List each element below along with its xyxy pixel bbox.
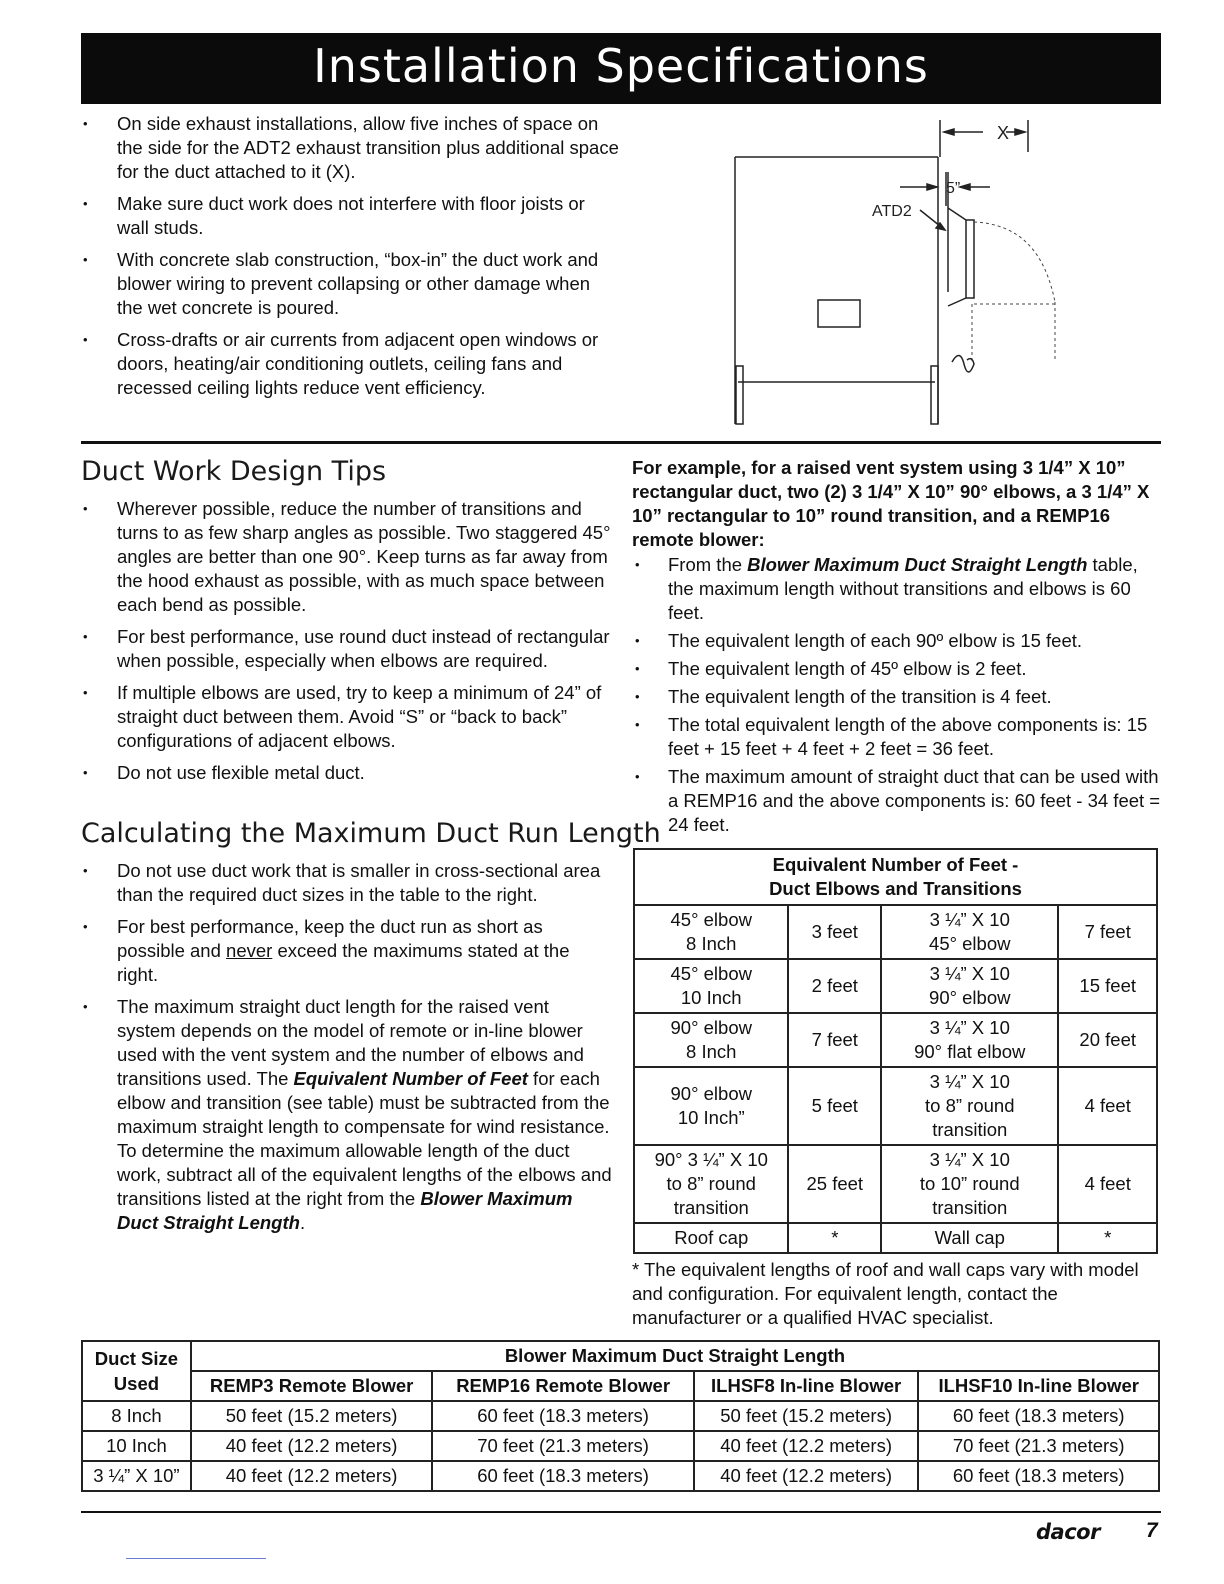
blower-max-length-table bbox=[81, 1340, 1160, 1492]
intro-bullet: • On side exhaust installations, allow five inches of space on the side for the ADT2 exhaust transition plus additional space for the duct attached to it (X). bbox=[80, 112, 620, 184]
duct-tips-list bbox=[80, 497, 612, 793]
blower-length-cell: 60 feet (18.3 meters) bbox=[918, 1461, 1159, 1491]
duct-size-cell: 10 Inch bbox=[82, 1431, 191, 1461]
equivalent-table-cell: 3 ¼” X 10 to 8” round transition bbox=[881, 1067, 1058, 1145]
equivalent-table-row bbox=[634, 905, 1157, 959]
blower-length-cell: 70 feet (21.3 meters) bbox=[432, 1431, 693, 1461]
diagram-label-atd2: ATD2 bbox=[872, 203, 912, 220]
example-bullet: • The maximum amount of straight duct that can be used with a REMP16 and the above components is: 60 feet - 34 feet = 24 feet. bbox=[632, 765, 1167, 837]
blower-group-header: Blower Maximum Duct Straight Length bbox=[191, 1341, 1159, 1371]
equivalent-table-cell: 2 feet bbox=[788, 959, 881, 1013]
blower-length-cell: 60 feet (18.3 meters) bbox=[432, 1401, 693, 1431]
brand-logo: dacor bbox=[1036, 1520, 1100, 1544]
equivalent-table-cell: 3 ¼” X 10 to 10” round transition bbox=[881, 1145, 1058, 1223]
equivalent-table-cell: 25 feet bbox=[788, 1145, 881, 1223]
footnote: * The equivalent lengths of roof and wall caps vary with model and configuration. For equivalent length, contact the manufacturer or a qualified HVAC specialist. bbox=[632, 1259, 1139, 1328]
equivalent-table-cell: 5 feet bbox=[788, 1067, 881, 1145]
section-divider bbox=[81, 441, 1161, 444]
blower-table-body bbox=[82, 1401, 1159, 1491]
equivalent-table-title: Equivalent Number of Feet - Duct Elbows and Transitions bbox=[634, 849, 1157, 905]
calc-heading: Calculating the Maximum Duct Run Length bbox=[81, 818, 661, 849]
link-underline bbox=[126, 1558, 266, 1559]
calc-list bbox=[80, 859, 612, 1243]
blower-column-header: ILHSF10 In-line Blower bbox=[918, 1371, 1159, 1401]
blower-length-cell: 60 feet (18.3 meters) bbox=[432, 1461, 693, 1491]
blower-length-cell: 40 feet (12.2 meters) bbox=[191, 1431, 433, 1461]
equivalent-table-row bbox=[634, 1067, 1157, 1145]
diagram-label-x: X bbox=[997, 123, 1010, 143]
equivalent-feet-table bbox=[633, 848, 1158, 1254]
equivalent-table-cell: 4 feet bbox=[1058, 1067, 1157, 1145]
duct-tip: • Wherever possible, reduce the number of transitions and turns to as few sharp angles as possible. Two staggered 45° angles are better than one 90°. Keep turns as far away from the hood exhaust as possible, with as much space between each bend as possible. bbox=[80, 497, 612, 617]
calc-bullet: • The maximum straight duct length for the raised vent system depends on the model of remote or in-line blower used with the vent system and the number of elbows and transitions used. The Equivalent Number of Feet for each elbow and transition (see table) must be subtracted from the maximum straight length to compensate for wind resistance. To determine the maximum allowable length of the duct work, subtract all of the equivalent lengths of the elbows and transitions listed at the right from the Blower Maximum Duct Straight Length. bbox=[80, 995, 612, 1235]
example-bullet: • The total equivalent length of the above components is: 15 feet + 15 feet + 4 feet + 2 feet = 36 feet. bbox=[632, 713, 1167, 761]
equivalent-table-cell: 7 feet bbox=[788, 1013, 881, 1067]
blower-length-cell: 40 feet (12.2 meters) bbox=[694, 1431, 919, 1461]
footer-divider bbox=[81, 1511, 1161, 1513]
equivalent-table-cell: Wall cap bbox=[881, 1223, 1058, 1253]
duct-tip: • If multiple elbows are used, try to keep a minimum of 24” of straight duct between them. Avoid “S” or “back to back” configurations of adjacent elbows. bbox=[80, 681, 612, 753]
blower-max-emphasis: Blower Maximum Duct Straight Length bbox=[117, 1188, 573, 1233]
side-exhaust-diagram bbox=[700, 112, 1080, 432]
blower-length-cell: 60 feet (18.3 meters) bbox=[918, 1401, 1159, 1431]
equivalent-table-cell: 90° 3 ¼” X 10 to 8” round transition bbox=[634, 1145, 788, 1223]
title-bar bbox=[81, 33, 1161, 104]
intro-bullet-list bbox=[80, 112, 620, 408]
example-bullet: • The equivalent length of each 90º elbow is 15 feet. bbox=[632, 629, 1167, 653]
equivalent-table-row bbox=[634, 1223, 1157, 1253]
equivalent-table-cell: 4 feet bbox=[1058, 1145, 1157, 1223]
duct-size-header: Duct Size Used bbox=[82, 1341, 191, 1401]
equivalent-table-cell: 90° elbow 10 Inch” bbox=[634, 1067, 788, 1145]
blower-length-cell: 40 feet (12.2 meters) bbox=[694, 1461, 919, 1491]
equivalent-table-row bbox=[634, 959, 1157, 1013]
page-title: Installation Specifications bbox=[313, 39, 929, 93]
intro-bullet: • Make sure duct work does not interfere with floor joists or wall studs. bbox=[80, 192, 620, 240]
never-emphasis: never bbox=[226, 940, 273, 961]
equivalent-number-emphasis: Equivalent Number of Feet bbox=[293, 1068, 528, 1089]
example-bullet: • The equivalent length of the transition is 4 feet. bbox=[632, 685, 1167, 709]
calc-bullet: • For best performance, keep the duct run as short as possible and never exceed the maximums stated at the right. bbox=[80, 915, 612, 987]
diagram-label-5: 5” bbox=[946, 180, 961, 197]
example-list bbox=[632, 553, 1167, 841]
equivalent-table-row bbox=[634, 1013, 1157, 1067]
example-bullet: • The equivalent length of 45º elbow is 2 feet. bbox=[632, 657, 1167, 681]
blower-length-cell: 70 feet (21.3 meters) bbox=[918, 1431, 1159, 1461]
example-bullet: • From the Blower Maximum Duct Straight Length table, the maximum length without transitions and elbows is 60 feet. bbox=[632, 553, 1167, 625]
duct-size-cell: 8 Inch bbox=[82, 1401, 191, 1431]
blower-length-cell: 50 feet (15.2 meters) bbox=[694, 1401, 919, 1431]
duct-tips-heading: Duct Work Design Tips bbox=[81, 456, 387, 487]
blower-column-header: ILHSF8 In-line Blower bbox=[694, 1371, 919, 1401]
equivalent-table-body bbox=[634, 905, 1157, 1253]
duct-tip: • Do not use flexible metal duct. bbox=[80, 761, 612, 785]
equivalent-table-cell: 3 ¼” X 10 90° elbow bbox=[881, 959, 1058, 1013]
blower-column-header: REMP16 Remote Blower bbox=[432, 1371, 693, 1401]
equivalent-table-cell: 7 feet bbox=[1058, 905, 1157, 959]
equivalent-table-cell: 15 feet bbox=[1058, 959, 1157, 1013]
intro-bullet: • Cross-drafts or air currents from adjacent open windows or doors, heating/air conditioning outlets, ceiling fans and recessed ceiling lights reduce vent efficiency. bbox=[80, 328, 620, 400]
intro-bullet: • With concrete slab construction, “box-in” the duct work and blower wiring to prevent collapsing or other damage when the wet concrete is poured. bbox=[80, 248, 620, 320]
blower-table-row bbox=[82, 1431, 1159, 1461]
equivalent-table-cell: 3 feet bbox=[788, 905, 881, 959]
equivalent-table-cell: * bbox=[1058, 1223, 1157, 1253]
equivalent-table-cell: 45° elbow 10 Inch bbox=[634, 959, 788, 1013]
blower-length-cell: 50 feet (15.2 meters) bbox=[191, 1401, 433, 1431]
equivalent-table-cell: 45° elbow 8 Inch bbox=[634, 905, 788, 959]
blower-table-row bbox=[82, 1401, 1159, 1431]
equivalent-table-row bbox=[634, 1145, 1157, 1223]
duct-size-cell: 3 ¼” X 10” bbox=[82, 1461, 191, 1491]
calc-bullet: • Do not use duct work that is smaller in cross-sectional area than the required duct sizes in the table to the right. bbox=[80, 859, 612, 907]
equivalent-table-cell: Roof cap bbox=[634, 1223, 788, 1253]
page-number: 7 bbox=[1146, 1519, 1158, 1542]
duct-tip: • For best performance, use round duct instead of rectangular when possible, especially when elbows are required. bbox=[80, 625, 612, 673]
equivalent-table-cell: 90° elbow 8 Inch bbox=[634, 1013, 788, 1067]
equivalent-table-cell: 3 ¼” X 10 90° flat elbow bbox=[881, 1013, 1058, 1067]
blower-length-cell: 40 feet (12.2 meters) bbox=[191, 1461, 433, 1491]
equivalent-table-cell: 3 ¼” X 10 45° elbow bbox=[881, 905, 1058, 959]
blower-table-row bbox=[82, 1461, 1159, 1491]
blower-column-header: REMP3 Remote Blower bbox=[191, 1371, 433, 1401]
example-intro: For example, for a raised vent system using 3 1/4” X 10” rectangular duct, two (2) 3 1/4” X 10” 90° elbows, a 3 1/4” X 10” rectangular to 10” round transition, and a REMP16 remote blower: bbox=[632, 457, 1150, 550]
equivalent-table-cell: * bbox=[788, 1223, 881, 1253]
equivalent-table-cell: 20 feet bbox=[1058, 1013, 1157, 1067]
